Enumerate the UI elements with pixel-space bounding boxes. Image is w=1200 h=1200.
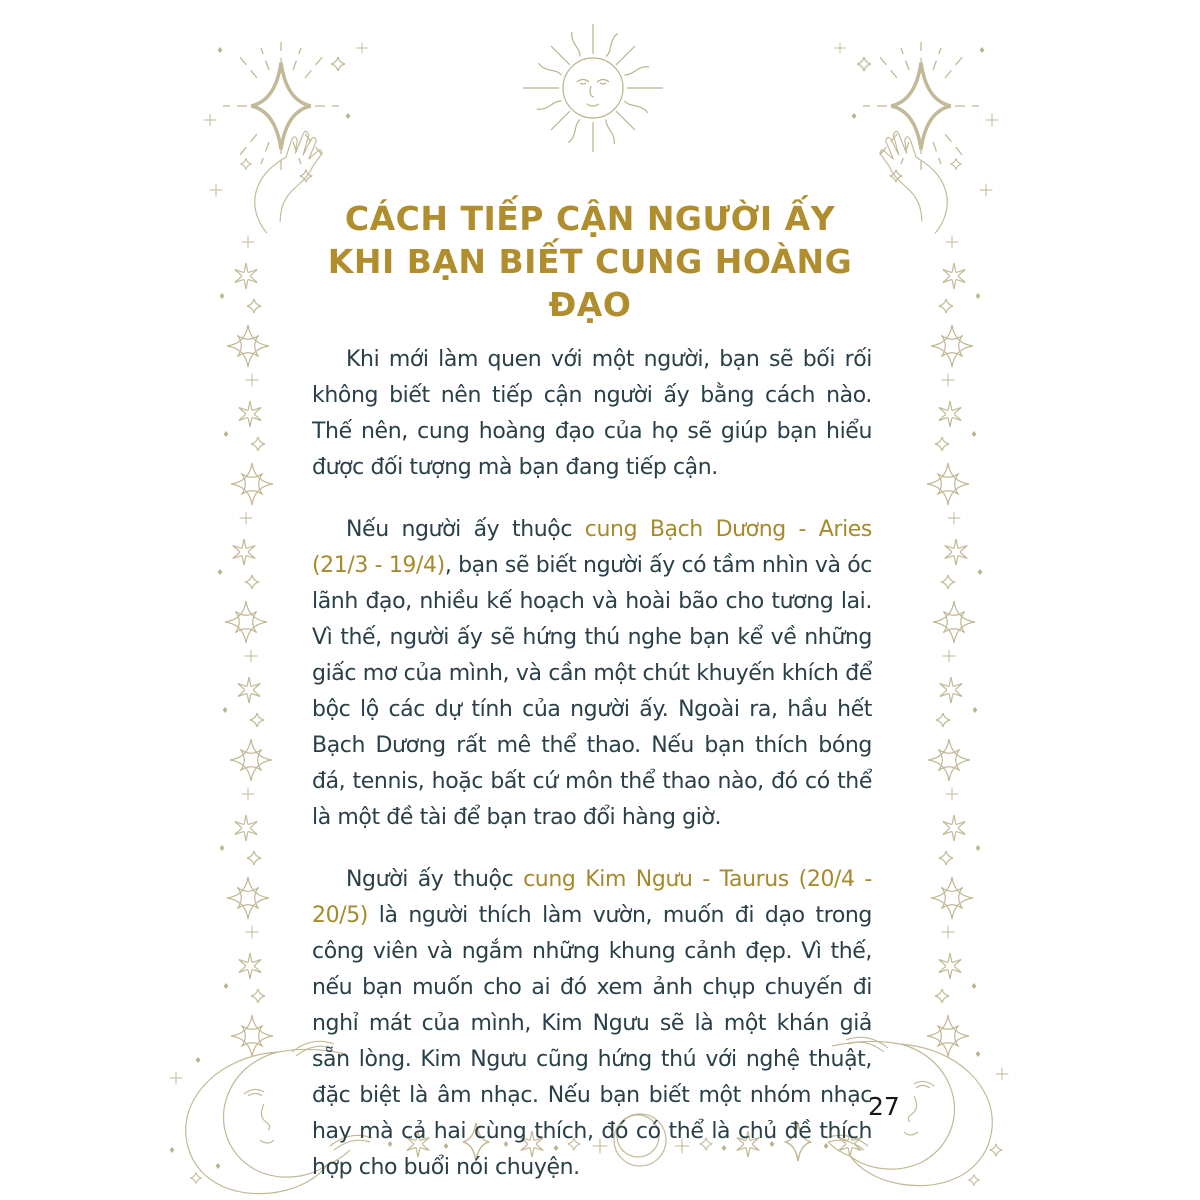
page-number: 27 — [868, 1092, 900, 1121]
body-text: , bạn sẽ biết người ấy có tầm nhìn và óc lãnh đạo, nhiều kế hoạch và hoài bão cho tương lai. Vì thế, người ấy sẽ hứng thú nghe bạn kể về những giấc mơ của mình, và cần một chút khuyến khích để bộc lộ các dự tính của người ấy. Ngoài ra, hầu hết Bạch Dương rất mê thể thao. Nếu bạn thích bóng đá, tennis, hoặc bất cứ môn thể thao nào, đó có thể là một đề tài để bạn trao đổi hàng giờ. — [312, 553, 872, 830]
zodiac-highlight: cung Kim Ngưu - Taurus (20/4 - 20/5) — [312, 867, 872, 928]
body-paragraphs — [312, 342, 872, 1186]
body-text: Khi mới làm quen với một người, bạn sẽ bối rối không biết nên tiếp cận người ấy bằng cách nào. Thế nên, cung hoàng đạo của họ sẽ giúp bạn hiểu được đối tượng mà bạn đang tiếp cận. — [312, 347, 872, 480]
page-title — [300, 198, 880, 327]
star-sparkle-column-icon — [892, 232, 1002, 1062]
paragraph-1 — [312, 342, 872, 486]
page-title-line1: CÁCH TIẾP CẬN NGƯỜI ẤY — [344, 199, 836, 238]
page-title-line2: KHI BẠN BIẾT CUNG HOÀNG ĐẠO — [327, 241, 853, 324]
star-sparkle-column-icon — [198, 232, 308, 1062]
zodiac-highlight: cung Bạch Dương - Aries (21/3 - 19/4) — [312, 517, 872, 578]
body-text: Nếu người ấy thuộc — [346, 517, 585, 542]
body-text: Người ấy thuộc — [346, 867, 524, 892]
body-text: là người thích làm vườn, muốn đi dạo trong công viên và ngắm những khung cảnh đẹp. Vì thế, nếu bạn muốn cho ai đó xem ảnh chụp chuyến đi nghỉ mát của mình, Kim Ngưu sẽ là một khán giả sẵn lòng. Kim Ngưu cũng hứng thú với nghệ thuật, đặc biệt là âm nhạc. Nếu bạn biết một nhóm nhạc hay mà cả hai cùng thích, đó có thể là chủ đề thích hợp cho buổi nói chuyện. — [312, 903, 872, 1180]
sun-face-icon — [518, 20, 668, 160]
paragraph-2 — [312, 512, 872, 836]
paragraph-3 — [312, 862, 872, 1186]
